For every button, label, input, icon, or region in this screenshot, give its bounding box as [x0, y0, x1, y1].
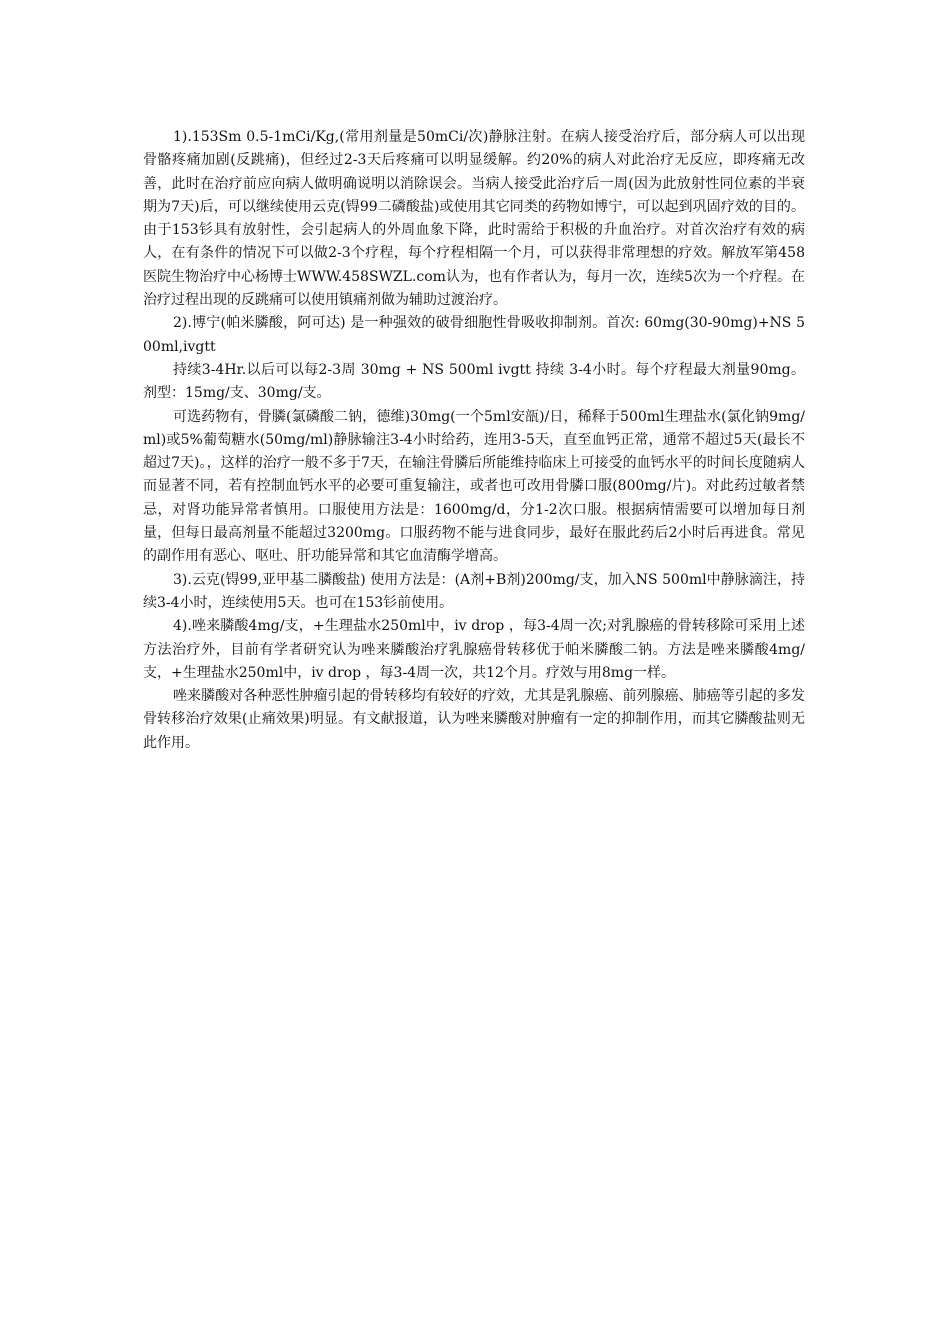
document-body [143, 126, 805, 755]
paragraph-pamidronate-dosing: 持续3-4Hr.以后可以每2-3周 30mg + NS 500ml ivgtt 持续 3-4小时。每个疗程最大剂量90mg。剂型：15mg/支、30mg/支。 [143, 361, 805, 402]
paragraph-zoledronic-efficacy: 唑来膦酸对各种恶性肿瘤引起的骨转移均有较好的疗效，尤其是乳腺癌、前列腺癌、肺癌等引起的多发骨转移治疗效果(止痛效果)明显。有文献报道，认为唑来膦酸对肿瘤有一定的抑制作用，而其它膦酸盐则无此作用。 [143, 688, 805, 751]
paragraph-zoledronic-acid: 4).唑来膦酸4mg/支，+生理盐水250ml中，iv drop ，每3-4周一次;对乳腺癌的骨转移除可采用上述方法治疗外，目前有学者研究认为唑来膦酸治疗乳腺癌骨转移优于帕米膦酸二钠。方法是唑来膦酸4mg/支，+生理盐水250ml中，iv drop ，每3-4周一次，共12个月。疗效与用8mg一样。 [143, 618, 805, 681]
paragraph-pamidronate: 2).博宁(帕米膦酸，阿可达) 是一种强效的破骨细胞性骨吸收抑制剂。首次: 60mg(30-90mg)+NS 500ml,ivgtt [143, 315, 805, 355]
paragraph-technetium-99: 3).云克(锝99,亚甲基二膦酸盐) 使用方法是：(A剂+B剂)200mg/支，加入NS 500ml中静脉滴注，持续3-4小时，连续使用5天。也可在153钐前使用。 [143, 571, 805, 611]
paragraph-samarium-153: 1).153Sm 0.5-1mCi/Kg,(常用剂量是50mCi/次)静脉注射。在病人接受治疗后，部分病人可以出现骨骼疼痛加剧(反跳痛)，但经过2-3天后疼痛可以明显缓解。约20%的病人对此治疗无反应，即疼痛无改善，此时在治疗前应向病人做明确说明以消除误会。当病人接受此治疗后一周(因为此放射性同位素的半衰期为7天)后，可以继续使用云克(锝99二磷酸盐)或使用其它同类的药物如博宁，可以起到巩固疗效的目的。由于153钐具有放射性，会引起病人的外周血象下降，此时需给于积极的升血治疗。对首次治疗有效的病人，在有条件的情况下可以做2-3个疗程，每个疗程相隔一个月，可以获得非常理想的疗效。解放军第458医院生物治疗中心杨博士WWW.458SWZL.com认为，也有作者认为，每月一次，连续5次为一个疗程。在治疗过程出现的反跳痛可以使用镇痛剂做为辅助过渡治疗。 [143, 129, 805, 309]
paragraph-clodronate: 可选药物有，骨膦(氯磷酸二钠，德维)30mg(一个5ml安瓿)/日，稀释于500ml生理盐水(氯化钠9mg/ml)或5%葡萄糖水(50mg/ml)静脉输注3-4小时给药，连用3-5天，直至血钙正常，通常不超过5天(最长不超过7天)。，这样的治疗一般不多于7天，在输注骨膦后所能维持临床上可接受的血钙水平的时间长度随病人而显著不同，若有控制血钙水平的必要可重复输注，或者也可改用骨膦口服(800mg/片)。对此药过敏者禁忌，对肾功能异常者慎用。口服使用方法是：1600mg/d，分1-2次口服。根据病情需要可以增加每日剂量，但每日最高剂量不能超过3200mg。口服药物不能与进食同步，最好在服此药后2小时后再进食。常见的副作用有恶心、呕吐、肝功能异常和其它血清酶学增高。 [143, 408, 805, 565]
